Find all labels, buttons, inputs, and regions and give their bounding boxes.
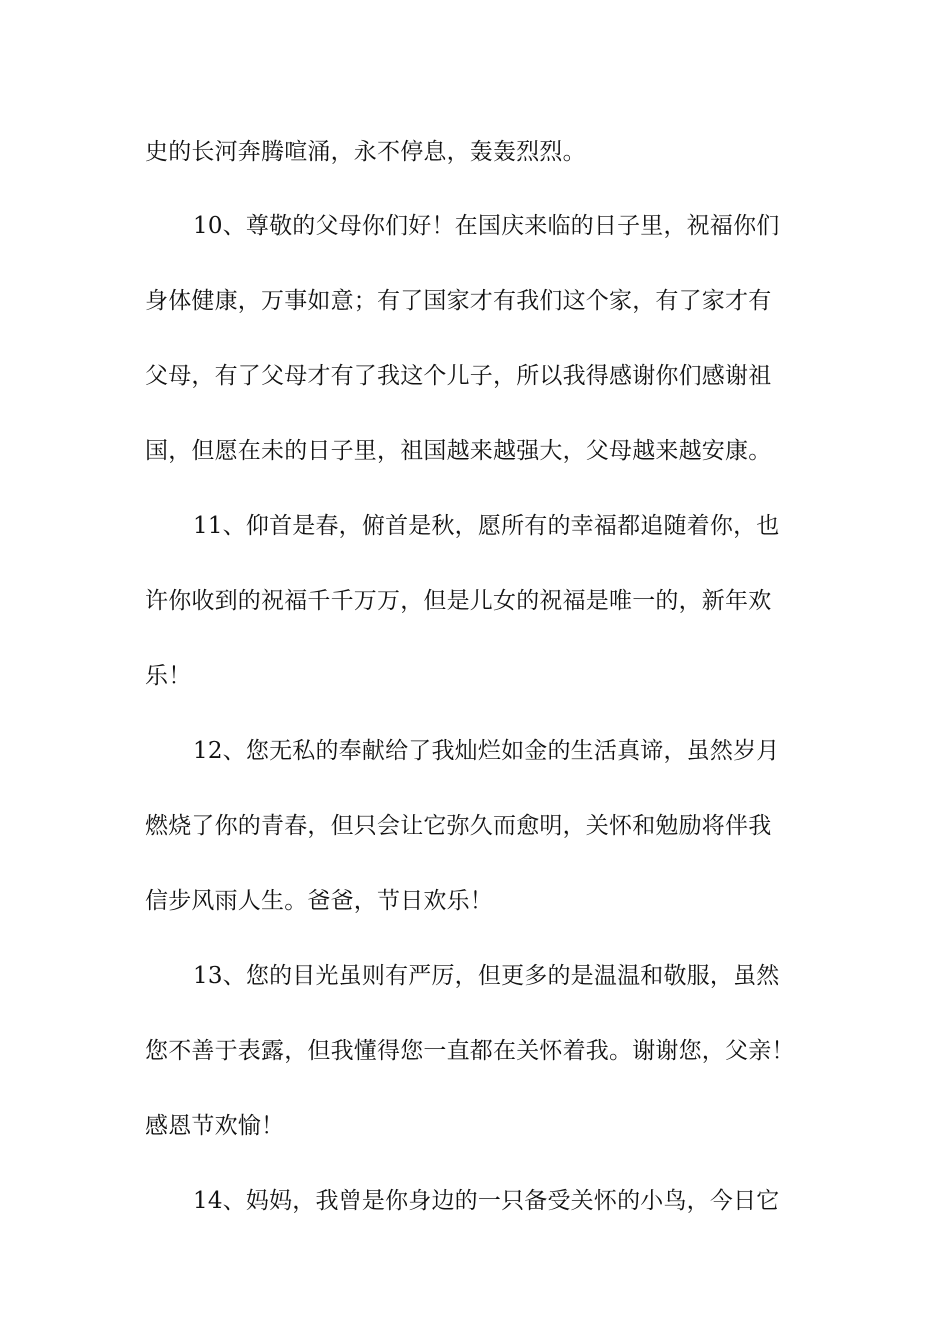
text-line: 许你收到的祝福千千万万，但是儿女的祝福是唯一的，新年欢 xyxy=(145,588,772,614)
text-line: 身体健康，万事如意；有了国家才有我们这个家，有了家才有 xyxy=(145,288,772,314)
paragraph-13-start: 13、您的目光虽则有严厉，但更多的是温温和敬服，虽然 xyxy=(193,963,780,989)
paragraph-14-start: 14、妈妈，我曾是你身边的一只备受关怀的小鸟，今日它 xyxy=(193,1188,780,1214)
paragraph-10-start: 10、尊敬的父母你们好！在国庆来临的日子里，祝福你们 xyxy=(193,213,780,239)
text-line: 史的长河奔腾喧涌，永不停息，轰轰烈烈。 xyxy=(145,139,586,165)
paragraph-11-start: 11、仰首是春，俯首是秋，愿所有的幸福都追随着你，也 xyxy=(193,513,780,539)
text-line: 国，但愿在未的日子里，祖国越来越强大，父母越来越安康。 xyxy=(145,438,772,464)
text-line: 您不善于表露，但我懂得您一直都在关怀着我。谢谢您，父亲！ xyxy=(145,1038,795,1064)
paragraph-12-start: 12、您无私的奉献给了我灿烂如金的生活真谛，虽然岁月 xyxy=(193,738,780,764)
text-line: 父母，有了父母才有了我这个儿子，所以我得感谢你们感谢祖 xyxy=(145,363,772,389)
text-line: 感恩节欢愉！ xyxy=(145,1113,285,1139)
text-line: 乐！ xyxy=(145,663,192,689)
text-line: 燃烧了你的青春，但只会让它弥久而愈明，关怀和勉励将伴我 xyxy=(145,813,772,839)
text-line: 信步风雨人生。爸爸，节日欢乐！ xyxy=(145,888,493,914)
